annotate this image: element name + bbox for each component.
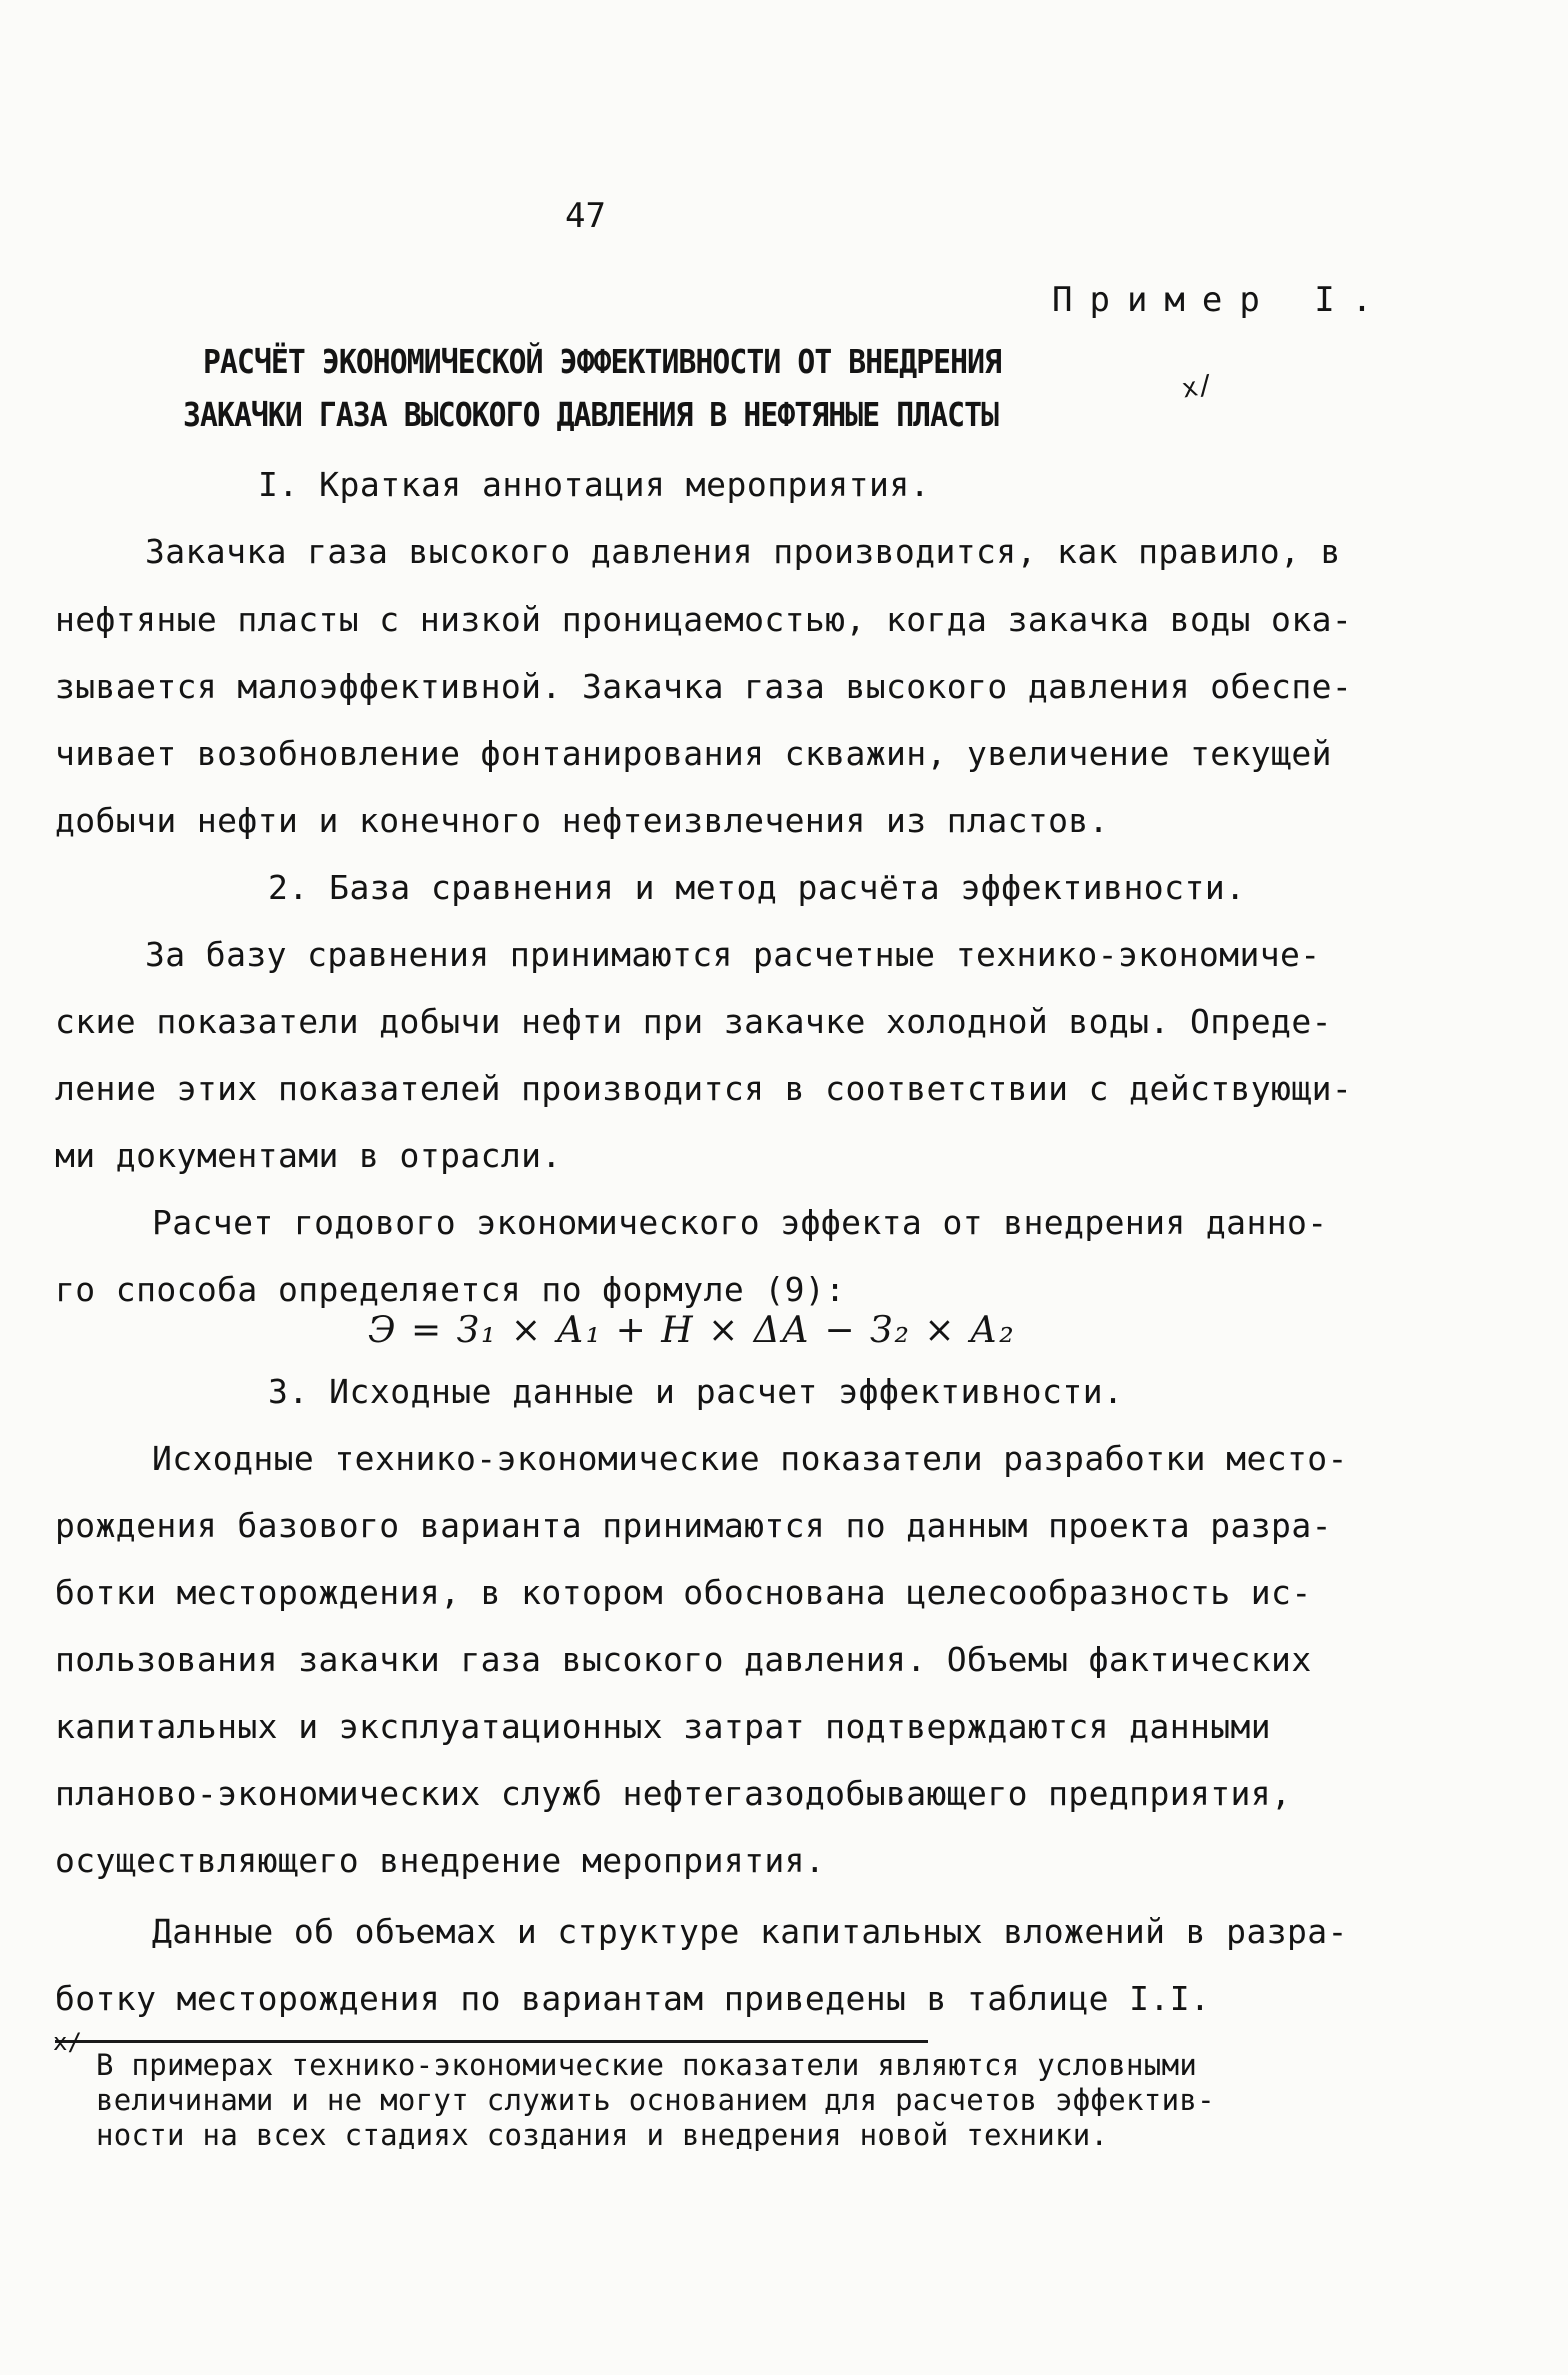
footnote-line: ности на всех стадиях создания и внедрения новой техники.	[96, 2118, 1109, 2152]
section-1-line: зывается малоэффективной. Закачка газа высокого давления обеспе-	[55, 667, 1353, 706]
footnote-mark: х/	[53, 2028, 82, 2056]
section-1-line: нефтяные пласты с низкой проницаемостью, когда закачка воды ока-	[55, 600, 1353, 639]
section-3-heading: 3. Исходные данные и расчет эффективности.	[268, 1372, 1124, 1411]
section-3-line: пользования закачки газа высокого давления. Объемы фактических	[55, 1640, 1312, 1679]
section-2-line: Расчет годового экономического эффекта от внедрения данно-	[152, 1203, 1328, 1242]
section-3-line: ботки месторождения, в котором обоснована целесообразность ис-	[55, 1573, 1312, 1612]
section-3-line: планово-экономических служб нефтегазодобывающего предприятия,	[55, 1774, 1292, 1813]
section-2-line: ление этих показателей производится в соответствии с действующи-	[55, 1069, 1353, 1108]
title-line-1: РАСЧЁТ ЭКОНОМИЧЕСКОЙ ЭФФЕКТИВНОСТИ ОТ ВНЕДРЕНИЯ	[203, 342, 1002, 381]
section-3-line: Исходные технико-экономические показатели разработки место-	[152, 1439, 1348, 1478]
section-2-line: ми документами в отрасли.	[55, 1136, 562, 1175]
section-3-line: рождения базового варианта принимаются по данным проекта разра-	[55, 1506, 1332, 1545]
title-line-2: ЗАКАЧКИ ГАЗА ВЫСОКОГО ДАВЛЕНИЯ В НЕФТЯНЫЕ ПЛАСТЫ	[183, 395, 999, 434]
section-2-heading: 2. База сравнения и метод расчёта эффективности.	[268, 868, 1246, 907]
title-footnote-mark: х/	[1179, 369, 1216, 405]
footnote-line: В примерах технико-экономические показатели являются условными	[96, 2048, 1198, 2082]
section-1-line: чивает возобновление фонтанирования скважин, увеличение текущей	[55, 734, 1332, 773]
section-2-line: ские показатели добычи нефти при закачке холодной воды. Опреде-	[55, 1002, 1332, 1041]
example-label: Пример I.	[1052, 280, 1390, 320]
section-1-line: Закачка газа высокого давления производится, как правило, в	[145, 532, 1341, 571]
section-3-line: ботку месторождения по вариантам приведены в таблице I.I.	[55, 1979, 1211, 2018]
section-1-heading: I. Краткая аннотация мероприятия.	[258, 465, 931, 504]
footnote-rule	[55, 2040, 928, 2043]
section-3-line: капитальных и эксплуатационных затрат подтверждаются данными	[55, 1707, 1272, 1746]
section-3-line: Данные об объемах и структуре капитальных вложений в разра-	[152, 1912, 1348, 1951]
section-2-line: За базу сравнения принимаются расчетные технико-экономиче-	[145, 935, 1321, 974]
formula: Э = З₁ × А₁ + Н × ΔА − З₂ × А₂	[368, 1310, 1016, 1351]
page-number: 47	[565, 196, 606, 236]
section-2-line: го способа определяется по формуле (9):	[55, 1270, 846, 1309]
section-3-line: осуществляющего внедрение мероприятия.	[55, 1841, 826, 1880]
footnote-line: величинами и не могут служить основанием для расчетов эффектив-	[96, 2083, 1215, 2117]
section-1-line: добычи нефти и конечного нефтеизвлечения из пластов.	[55, 801, 1109, 840]
